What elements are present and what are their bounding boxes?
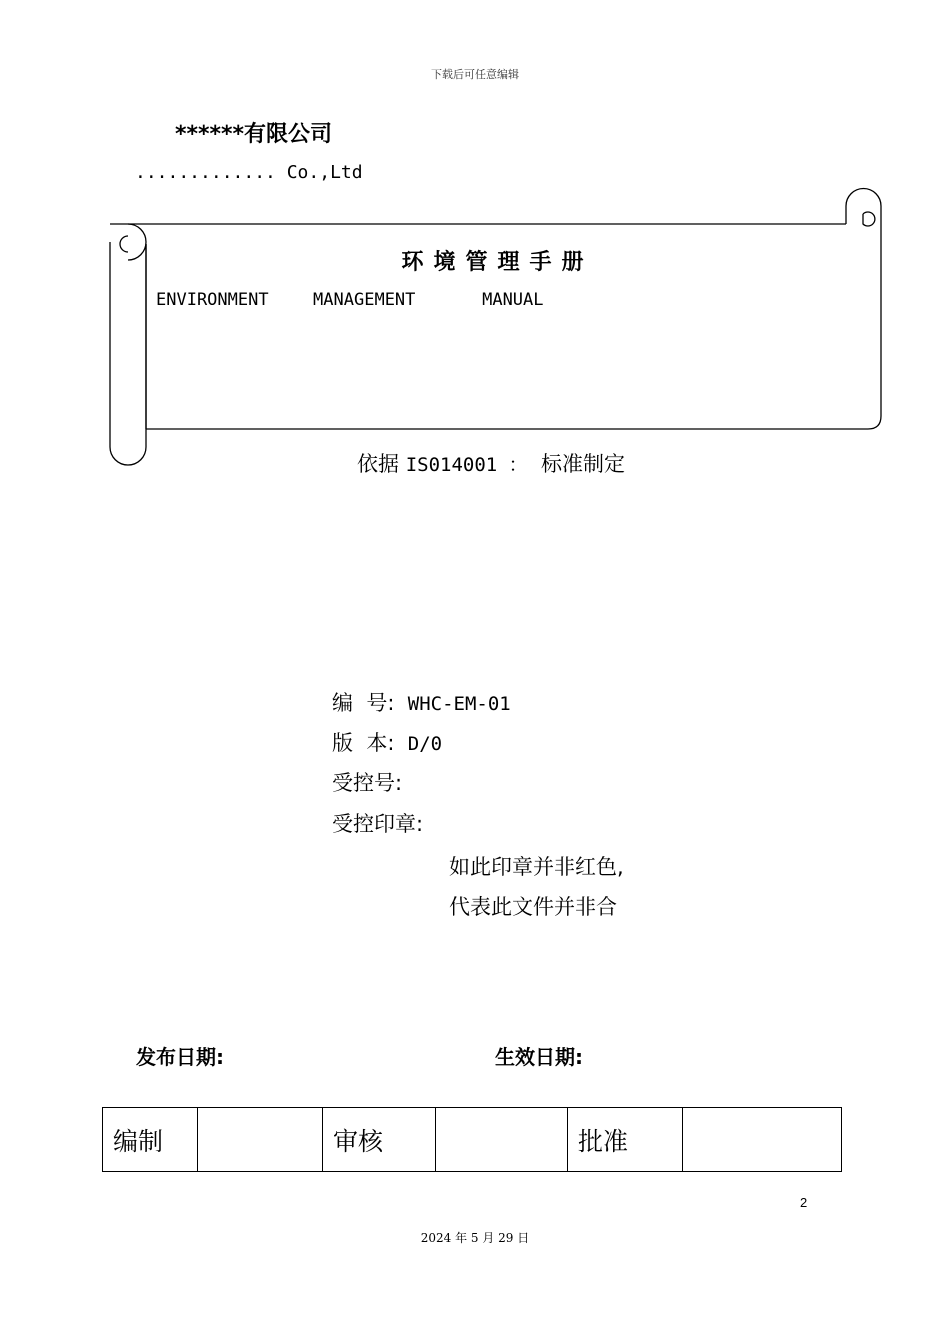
basis-prefix: 依据 [357,452,399,476]
standard-basis [357,448,625,478]
scroll-right-curl [863,212,875,226]
manual-title-en: ENVIRONMENT MANAGEMENT MANUAL [156,290,544,310]
reviewed-by-label: 审核 [323,1108,436,1172]
doc-number-value: WHC-EM-01 [407,693,511,715]
table-row [103,1108,842,1172]
control-seal-label: 受控印章: [332,812,424,836]
signoff-table [102,1107,842,1172]
version-value: D/0 [407,733,443,755]
version-label: 版 本: [332,731,395,755]
approved-by-value [683,1108,842,1172]
prepared-by-value [198,1108,323,1172]
footer-date: 2024 年 5 月 29 日 [420,1231,530,1245]
control-number-row [332,767,402,797]
manual-title-cn: 环境管理手册 [401,250,594,275]
effective-date-label: 生效日期: [495,1045,583,1069]
prepared-by-label: 编制 [103,1108,198,1172]
company-name-cn: ******有限公司 [175,122,333,147]
seal-note-line-2: 代表此文件并非合 [449,895,617,919]
doc-number-row [332,687,511,717]
basis-standard: IS014001 ： [405,454,528,476]
seal-note-line-1: 如此印章并非红色, [449,855,624,879]
header-note: 下载后可任意编辑 [431,68,519,81]
issue-date-label: 发布日期: [136,1045,224,1069]
control-seal-row [332,808,423,838]
page-number: 2 [800,1195,808,1210]
basis-suffix: 标准制定 [541,452,625,476]
company-name-en: ............. Co.,Ltd [135,162,363,183]
approved-by-label: 批准 [568,1108,683,1172]
reviewed-by-value [436,1108,568,1172]
doc-number-label: 编 号: [332,691,395,715]
version-row [332,727,442,757]
scroll-banner-frame [0,0,950,480]
scroll-body [110,206,881,429]
control-number-label: 受控号: [332,771,403,795]
